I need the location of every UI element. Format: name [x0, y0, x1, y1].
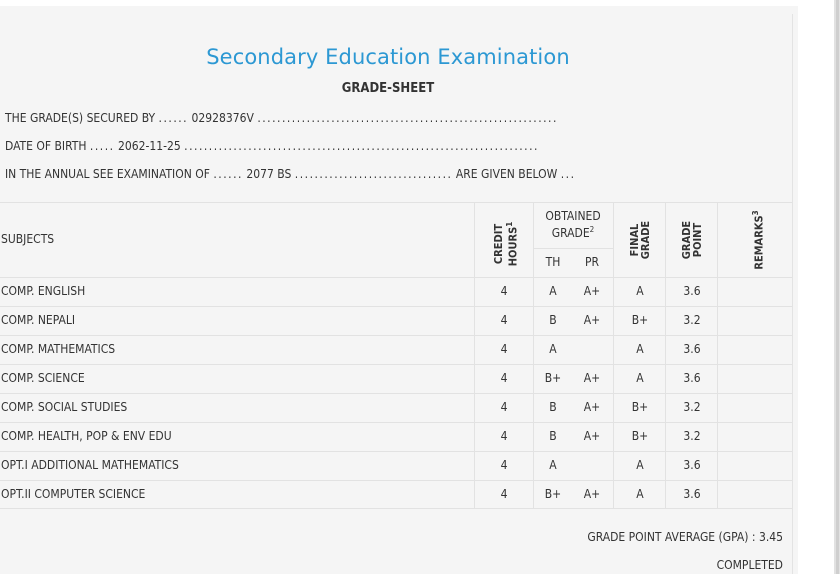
grade-point-cell: 3.2: [683, 429, 701, 443]
result-status: COMPLETED: [716, 558, 783, 572]
subject-name: COMP. SCIENCE: [1, 371, 85, 385]
th-grade-cell: A: [549, 342, 557, 356]
pr-grade-cell: A+: [583, 313, 601, 327]
exam-label: IN THE ANNUAL SEE EXAMINATION OF: [5, 167, 210, 181]
final-grade-cell: B+: [631, 313, 649, 327]
row-divider: [0, 364, 792, 365]
th-grade-cell: A: [549, 458, 557, 472]
th-grade-cell: B: [549, 400, 557, 414]
final-grade-header: FINAL GRADE: [628, 220, 652, 260]
table-bottom-border: [0, 508, 792, 509]
credit-hours-cell: 4: [500, 429, 508, 443]
final-grade-cell: B+: [631, 429, 649, 443]
subject-name: COMP. HEALTH, POP & ENV EDU: [1, 429, 172, 443]
th-grade-cell: A: [549, 284, 557, 298]
pr-grade-cell: A+: [583, 371, 601, 385]
th-header: TH: [545, 255, 561, 269]
gpa-value: 3.45: [758, 530, 783, 544]
panel-border: [792, 14, 793, 574]
pr-grade-cell: A+: [583, 400, 601, 414]
exam-line: IN THE ANNUAL SEE EXAMINATION OF ...... 2077 BS ................................ ARE GIVEN BELOW ...: [5, 167, 576, 181]
pr-grade-cell: A+: [583, 429, 601, 443]
grade-point-cell: 3.6: [683, 284, 701, 298]
credit-hours-cell: 4: [500, 284, 508, 298]
dob-line: DATE OF BIRTH ..... 2062-11-25 ........................................................................: [5, 139, 539, 153]
grade-point-cell: 3.6: [683, 342, 701, 356]
final-grade-cell: A: [636, 342, 644, 356]
subject-name: COMP. ENGLISH: [1, 284, 86, 298]
pr-grade-cell: A+: [583, 487, 601, 501]
credit-hours-cell: 4: [500, 487, 508, 501]
final-grade-cell: A: [636, 371, 644, 385]
grade-point-cell: 3.2: [683, 400, 701, 414]
th-grade-cell: B+: [544, 487, 562, 501]
final-grade-cell: B+: [631, 400, 649, 414]
symbol-number: 02928376V: [191, 111, 254, 125]
subject-name: COMP. MATHEMATICS: [1, 342, 116, 356]
exam-year: 2077 BS: [246, 167, 292, 181]
pr-header: PR: [584, 255, 599, 269]
secured-by-label: THE GRADE(S) SECURED BY: [5, 111, 156, 125]
subject-name: COMP. NEPALI: [1, 313, 76, 327]
obtained-divider: [533, 248, 613, 249]
dob-label: DATE OF BIRTH: [5, 139, 87, 153]
exam-title: Secondary Education Examination: [206, 45, 570, 69]
subject-name: OPT.II COMPUTER SCIENCE: [1, 487, 146, 501]
credit-hours-cell: 4: [500, 400, 508, 414]
credit-hours-header: CREDIT HOURS$^1$: [492, 221, 520, 267]
dob-value: 2062-11-25: [117, 139, 181, 153]
th-grade-cell: B: [549, 313, 557, 327]
credit-hours-cell: 4: [500, 342, 508, 356]
subjects-header: SUBJECTS: [1, 232, 55, 246]
grade-sheet-heading: GRADE-SHEET: [341, 81, 435, 96]
table-top-border: [0, 202, 792, 203]
row-divider: [0, 480, 792, 481]
row-divider: [0, 451, 792, 452]
th-grade-cell: B+: [544, 371, 562, 385]
final-grade-cell: A: [636, 458, 644, 472]
table-header-border: [0, 277, 792, 278]
subject-name: COMP. SOCIAL STUDIES: [1, 400, 128, 414]
grade-point-header: GRADE POINT: [680, 220, 704, 260]
row-divider: [0, 422, 792, 423]
secured-by-line: THE GRADE(S) SECURED BY ...... 02928376V .............................................................: [5, 111, 558, 125]
row-divider: [0, 306, 792, 307]
row-divider: [0, 393, 792, 394]
scrollbar-thumb[interactable]: [836, 0, 839, 574]
credit-hours-cell: 4: [500, 458, 508, 472]
grade-point-cell: 3.6: [683, 371, 701, 385]
grade-point-cell: 3.6: [683, 458, 701, 472]
given-below-label: ARE GIVEN BELOW: [455, 167, 558, 181]
final-grade-cell: A: [636, 487, 644, 501]
gpa-label: GRADE POINT AVERAGE (GPA) :: [587, 530, 759, 544]
grade-point-cell: 3.6: [683, 487, 701, 501]
th-grade-cell: B: [549, 429, 557, 443]
row-divider: [0, 335, 792, 336]
grade-point-cell: 3.2: [683, 313, 701, 327]
subject-name: OPT.I ADDITIONAL MATHEMATICS: [1, 458, 179, 472]
gpa-line: [587, 530, 783, 544]
pr-grade-cell: A+: [583, 284, 601, 298]
final-grade-cell: A: [636, 284, 644, 298]
credit-hours-cell: 4: [500, 313, 508, 327]
credit-hours-cell: 4: [500, 371, 508, 385]
obtained-grade-header: OBTAINED GRADE$^2$: [545, 209, 601, 240]
remarks-header: REMARKS$^3$: [751, 210, 766, 270]
